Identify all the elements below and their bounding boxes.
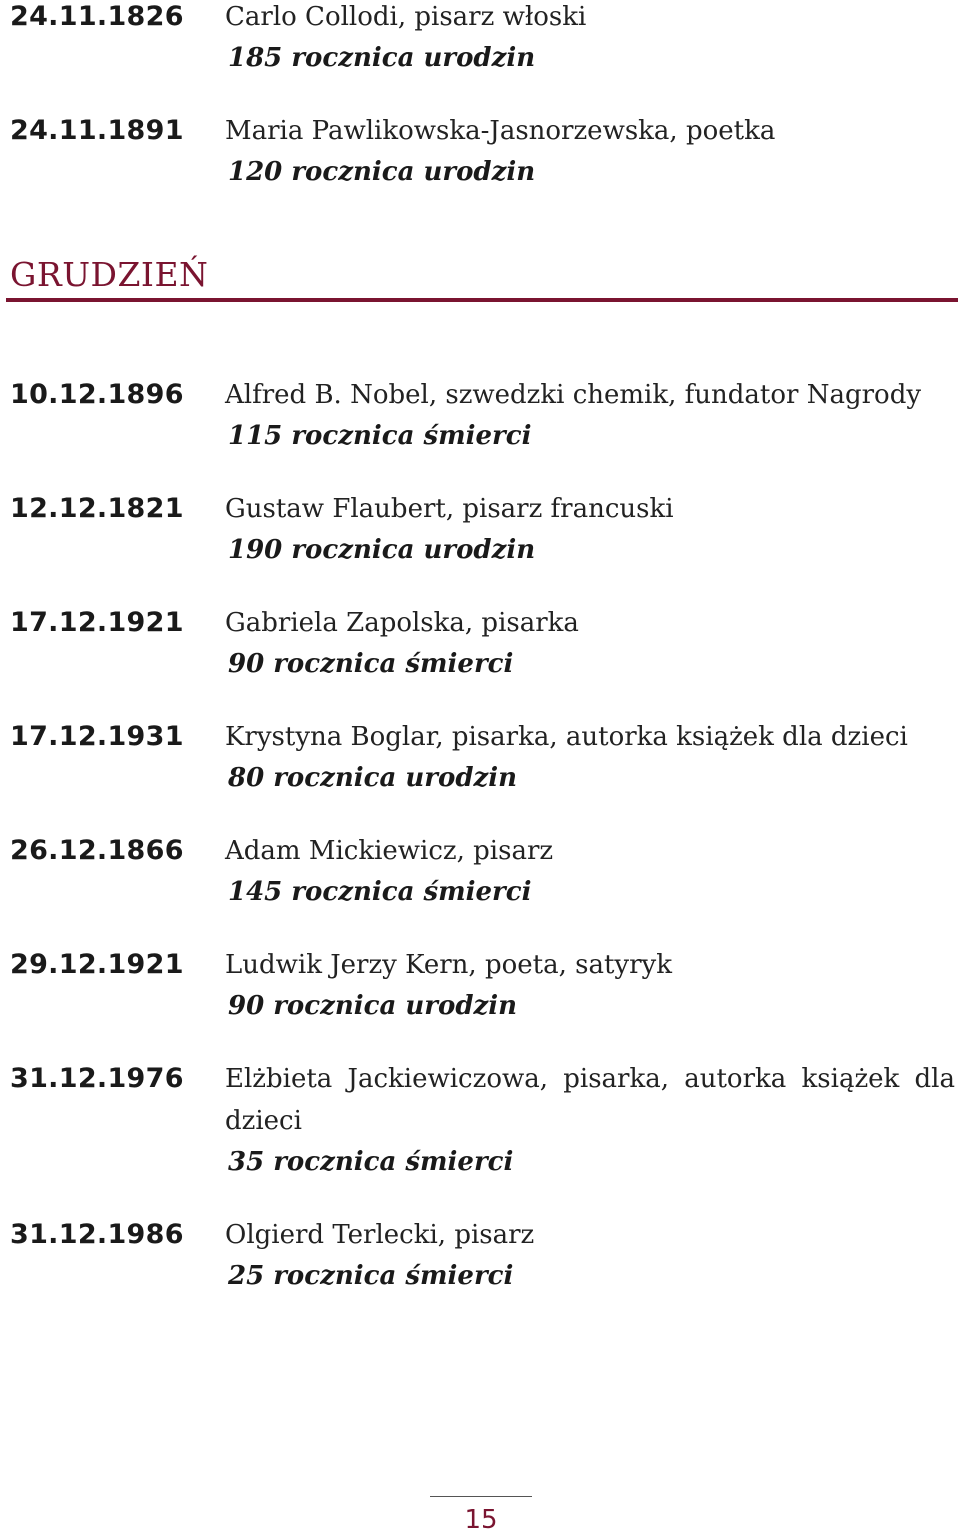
entry-description: Elżbieta Jackiewiczowa, pisarka, autorka książek dla dzieci: [225, 1064, 955, 1136]
entry-description: Maria Pawlikowska-Jasnorzewska, poetka: [225, 116, 776, 146]
section-heading: GRUDZIEŃ: [10, 255, 209, 294]
entry-date: 24.11.1826: [10, 1, 184, 32]
entry-date: 12.12.1821: [10, 493, 184, 524]
entry-date: 17.12.1921: [10, 607, 184, 638]
entry-anniversary: 25 rocznica śmierci: [228, 1261, 514, 1291]
entry-description: Krystyna Boglar, pisarka, autorka książek dla dzieci: [225, 722, 908, 752]
entry-description: Olgierd Terlecki, pisarz: [225, 1220, 535, 1250]
entry-anniversary: 115 rocznica śmierci: [228, 421, 532, 451]
footer-divider: [430, 1496, 532, 1497]
section-divider: [6, 298, 958, 302]
entry-description: Adam Mickiewicz, pisarz: [225, 836, 554, 866]
entry-date: 31.12.1986: [10, 1219, 184, 1250]
page-number: 15: [464, 1505, 498, 1535]
entry-description: Gustaw Flaubert, pisarz francuski: [225, 494, 674, 524]
entry-description: Gabriela Zapolska, pisarka: [225, 608, 579, 638]
entry-date: 29.12.1921: [10, 949, 184, 980]
entry-date: 26.12.1866: [10, 835, 184, 866]
entry-date: 24.11.1891: [10, 115, 184, 146]
entry-anniversary: 190 rocznica urodzin: [228, 535, 536, 565]
entry-anniversary: 90 rocznica urodzin: [228, 991, 518, 1021]
entry-anniversary: 80 rocznica urodzin: [228, 763, 518, 793]
entry-anniversary: 90 rocznica śmierci: [228, 649, 514, 679]
entry-anniversary: 120 rocznica urodzin: [228, 157, 536, 187]
entry-description: Carlo Collodi, pisarz włoski: [225, 2, 587, 32]
entry-description: Ludwik Jerzy Kern, poeta, satyryk: [225, 950, 672, 980]
entry-anniversary: 185 rocznica urodzin: [228, 43, 536, 73]
entry-anniversary: 35 rocznica śmierci: [228, 1147, 514, 1177]
entry-date: 17.12.1931: [10, 721, 184, 752]
entry-date: 31.12.1976: [10, 1063, 184, 1094]
entry-description: Alfred B. Nobel, szwedzki chemik, fundator Nagrody: [225, 380, 922, 410]
entry-anniversary: 145 rocznica śmierci: [228, 877, 532, 907]
entry-date: 10.12.1896: [10, 379, 184, 410]
